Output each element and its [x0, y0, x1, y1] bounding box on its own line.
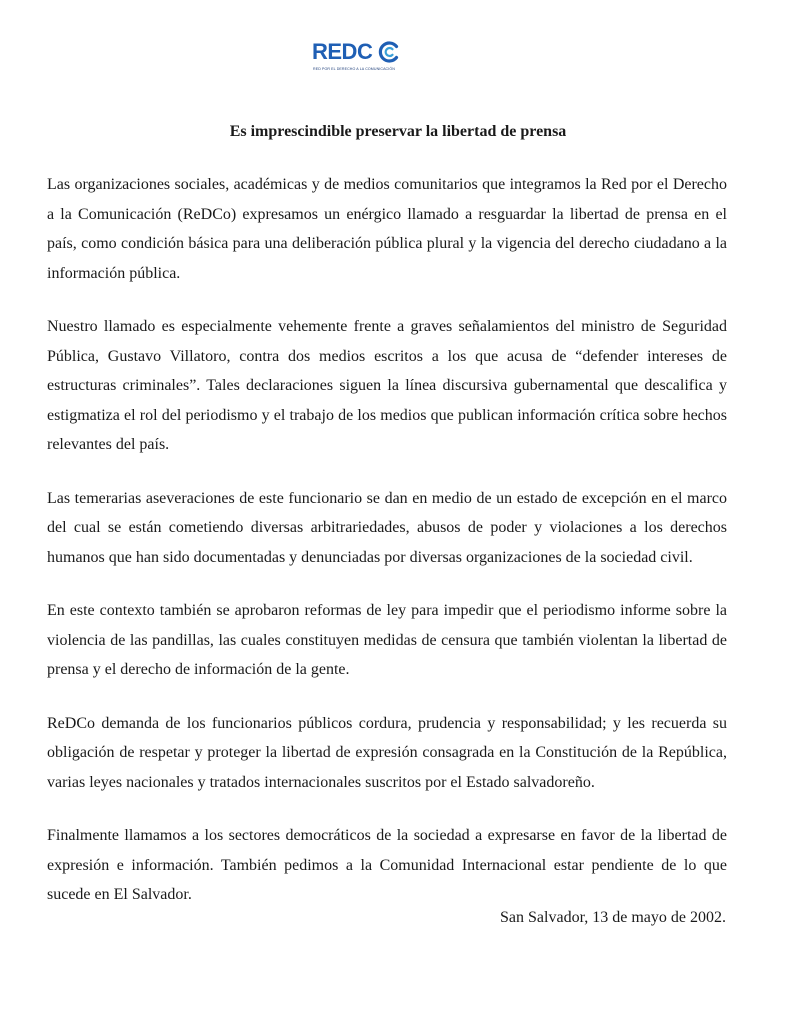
logo-wordmark: REDC [312, 39, 373, 64]
paragraph-3: Las temerarias aseveraciones de este funcionario se dan en medio de un estado de excepción en el marco del cual se están cometiendo diversas arbitrariedades, abusos de poder y violaciones a los derechos humanos que han sido documentadas y denunciadas por diversas organizaciones de la sociedad civil. [47, 489, 727, 566]
paragraph-5: ReDCo demanda de los funcionarios públicos cordura, prudencia y responsabilidad; y les recuerda su obligación de respetar y proteger la libertad de expresión consagrada en la Constitución de la República, varias leyes nacionales y tratados internacionales suscritos por el Estado salvadoreño. [47, 714, 727, 791]
place-and-date: San Salvador, 13 de mayo de 2002. [500, 909, 726, 926]
document-body [47, 170, 727, 934]
paragraph-4: En este contexto también se aprobaron reformas de ley para impedir que el periodismo informe sobre la violencia de las pandillas, las cuales constituyen medidas de censura que también violentan la libertad de prensa y el derecho de información de la gente. [47, 602, 727, 678]
paragraph-6: Finalmente llamamos a los sectores democráticos de la sociedad a expresarse en favor de la libertad de expresión e información. También pedimos a la Comunidad Internacional estar pendiente de lo que sucede en El Salvador. [47, 827, 727, 903]
redco-logo [312, 38, 402, 78]
document-title: Es imprescindible preservar la libertad de prensa [229, 123, 567, 140]
paragraph-2: Nuestro llamado es especialmente vehemente frente a graves señalamientos del ministro de Seguridad Pública, Gustavo Villatoro, contra dos medios escritos a los que acusa de “defender intereses de estructuras criminales”. Tales declaraciones siguen la línea discursiva gubernamental que descalifica y estigmatiza el rol del periodismo y el trabajo de los medios que publican información crítica sobre hechos relevantes del país. [47, 318, 727, 453]
logo-ring-icon [377, 40, 401, 64]
paragraph-1: Las organizaciones sociales, académicas y de medios comunitarios que integramos la Red por el Derecho a la Comunicación (ReDCo) expresamos un enérgico llamado a resguardar la libertad de prensa en el país, como condición básica para una deliberación pública plural y la vigencia del derecho ciudadano a la información pública. [47, 176, 727, 282]
logo-tagline: RED POR EL DERECHO A LA COMUNICACIÓN [313, 67, 395, 71]
